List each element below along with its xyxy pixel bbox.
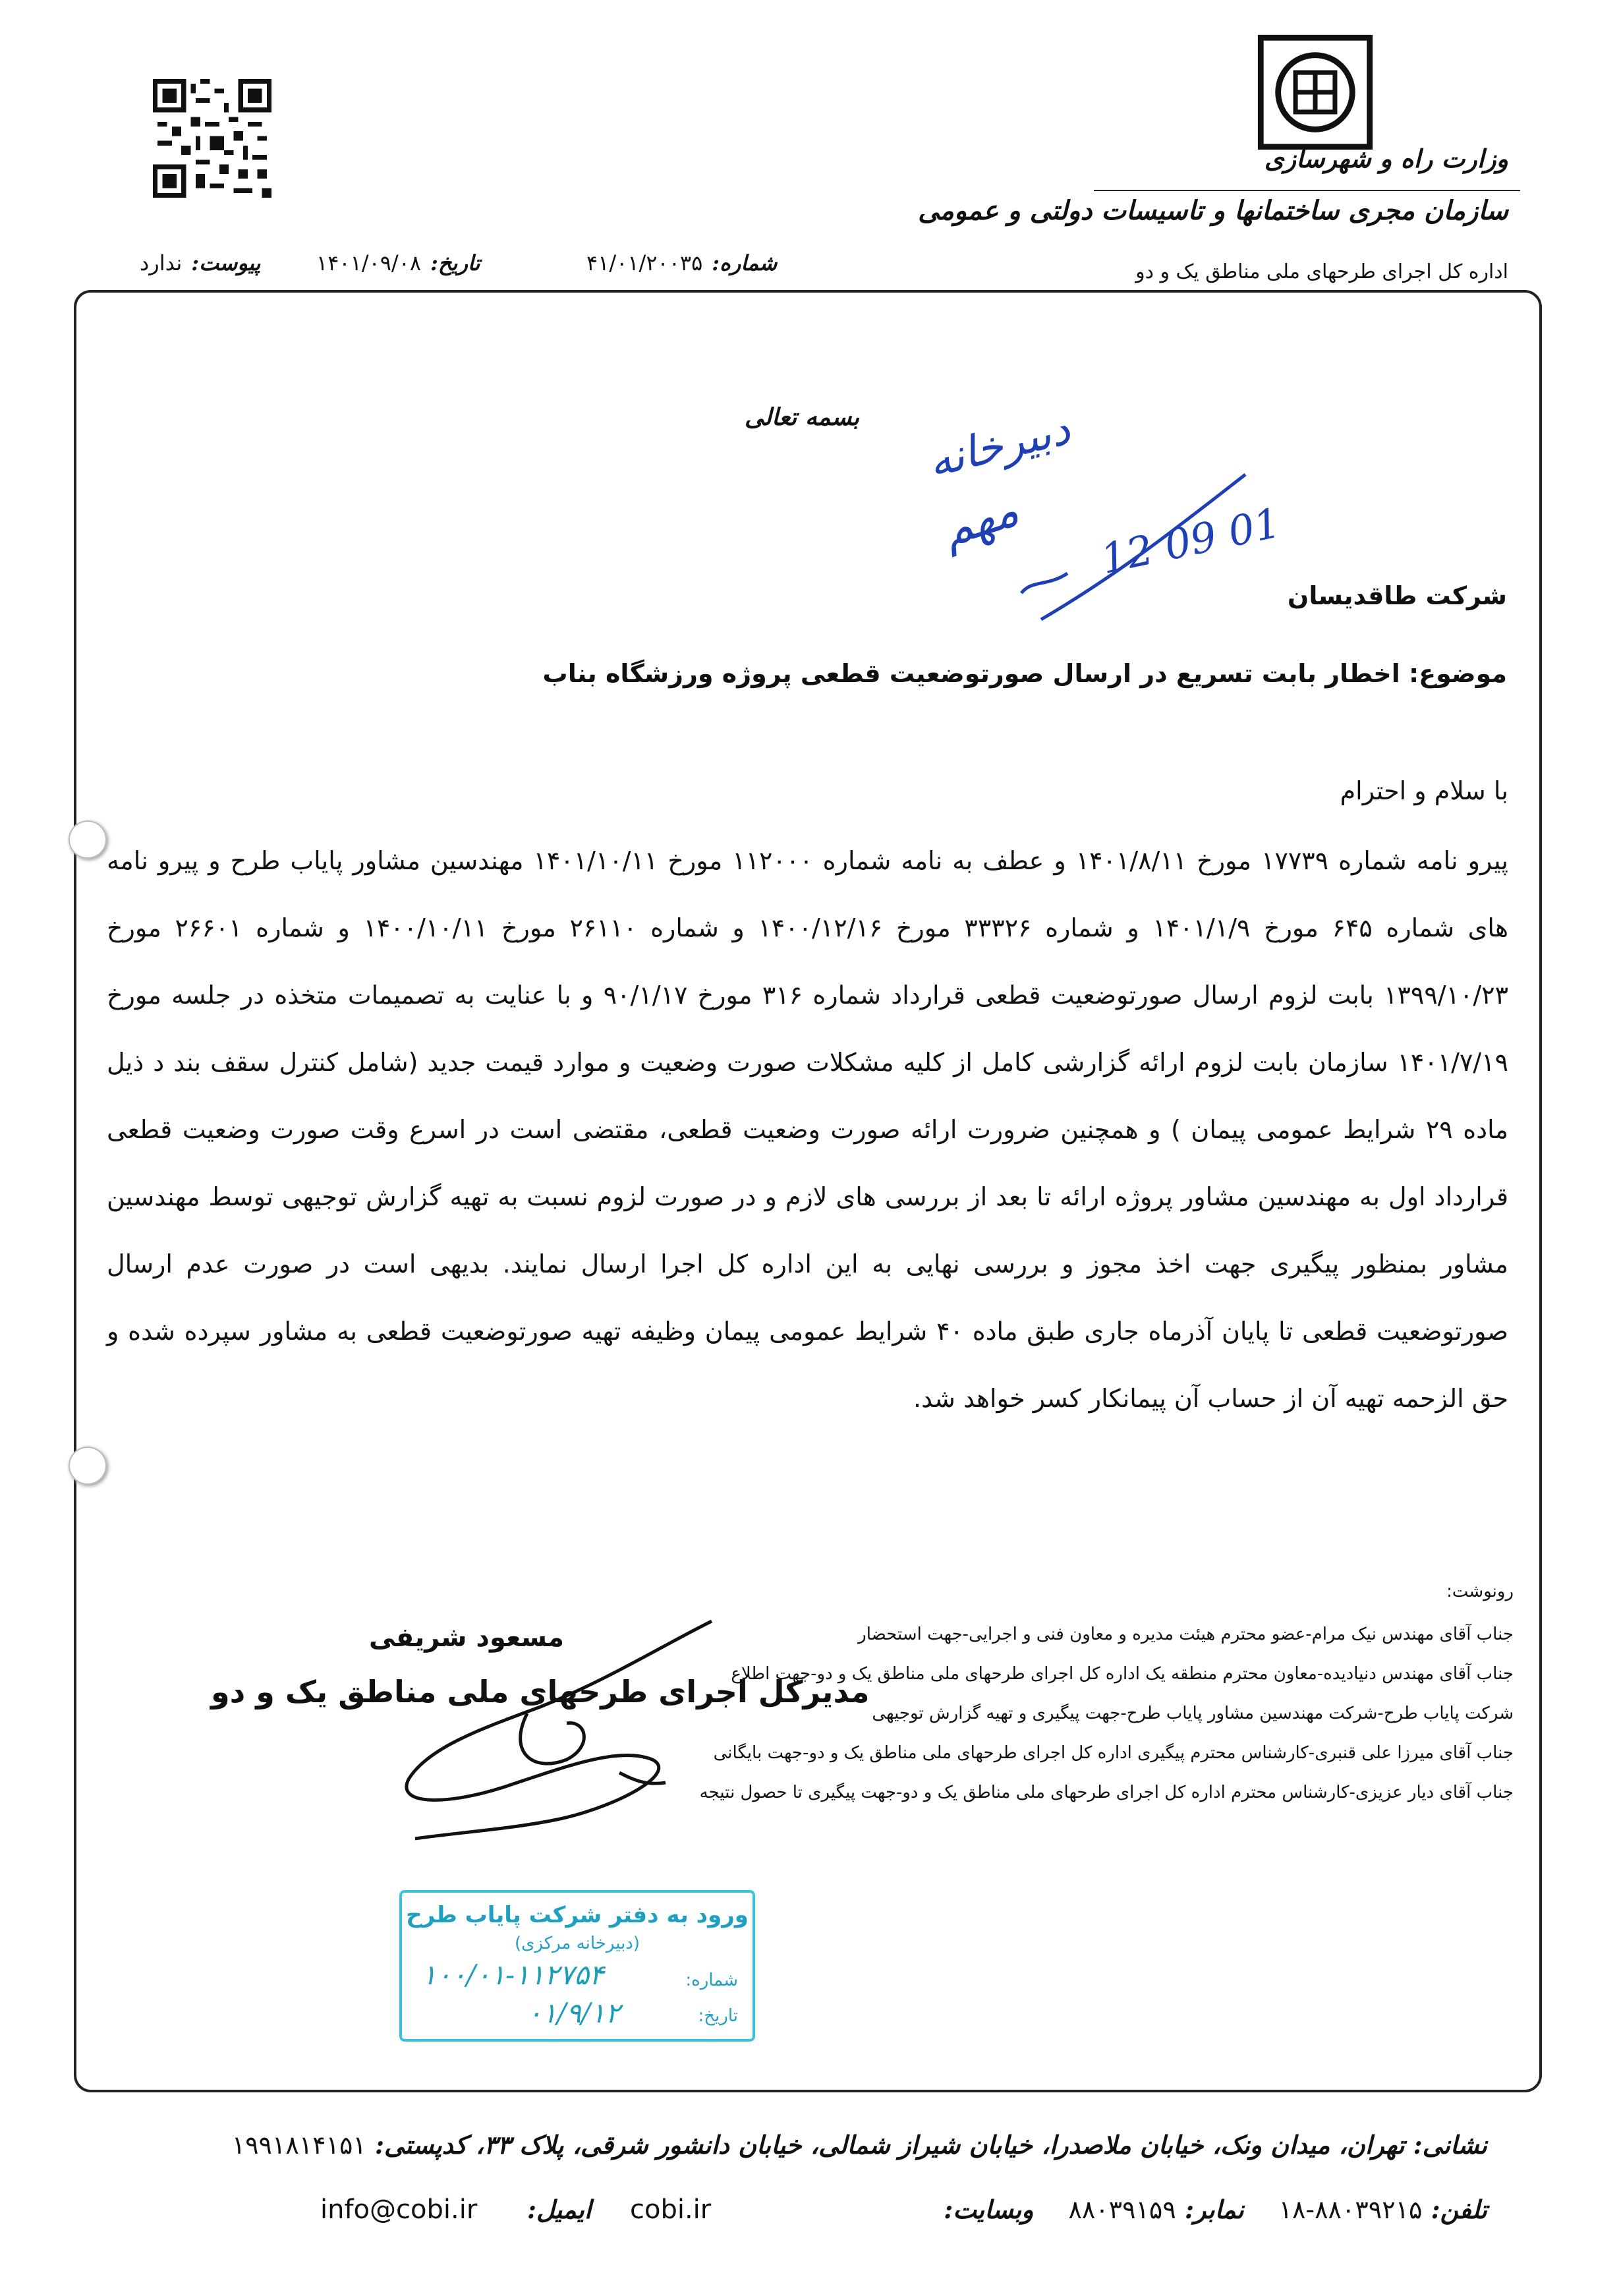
cc-item: شرکت پایاب طرح-شرکت مهندسین مشاور پایاب طرح-جهت پیگیری و تهیه گزارش توجیهی (872, 1704, 1514, 1723)
punch-hole-top (69, 820, 107, 859)
attachment-value: ندارد (140, 250, 183, 275)
address-text: تهران، میدان ونک، خیابان ملاصدرا، خیابان شیراز شمالی، خیابان دانشور شرقی، پلاک ۳۳، کدپستی: (375, 2130, 1405, 2160)
cc-title: رونوشت: (1446, 1582, 1514, 1601)
ministry-logo (1257, 34, 1373, 150)
cc-list (700, 1615, 1514, 1812)
subject: موضوع: اخطار بابت تسریع در ارسال صورتوضعیت قطعی پروژه ورزشگاه بناب (542, 659, 1507, 688)
ministry-name: وزارت راه و شهرسازی (1264, 144, 1508, 173)
footer-address (232, 2130, 1487, 2160)
postal-code: ۱۹۹۱۸۱۴۱۵۱ (231, 2131, 366, 2160)
letter-date (316, 250, 480, 275)
email-link[interactable]: info@cobi.ir (320, 2195, 478, 2225)
letter-number-label: شماره: (712, 250, 778, 275)
received-stamp (399, 1890, 755, 2042)
department-name: اداره کل اجرای طرحهای ملی مناطق یک و دو (1135, 260, 1508, 283)
signer-name: مسعود شریفی (369, 1622, 565, 1653)
letter-number (586, 250, 777, 275)
handwritten-note-date: 12 09 01 (1096, 498, 1285, 584)
address-label: نشانی: (1413, 2130, 1487, 2160)
stamp-date-label: تاریخ: (698, 2006, 738, 2026)
stamp-date-value: ۰۱/۹/۱۲ (527, 1997, 621, 2029)
stamp-number-value: ۱۰۰/۰۱-۱۱۲۷۵۴ (422, 1959, 604, 1991)
cc-item: جناب آقای مهندس نیک مرام-عضو محترم هیئت مدیره و معاون فنی و اجرایی-جهت استحضار (858, 1624, 1514, 1644)
basmala: بسمه تعالی (745, 403, 860, 431)
letter-date-label: تاریخ: (430, 250, 480, 275)
phone-label: تلفن: (1431, 2195, 1487, 2224)
handwritten-signature (369, 1608, 738, 1845)
website-link[interactable]: cobi.ir (630, 2195, 712, 2225)
letter-number-value: ۴۱/۰۱/۲۰۰۳۵ (586, 250, 703, 275)
cc-item: جناب آقای دیار عزیزی-کارشناس محترم اداره کل اجرای طرحهای ملی مناطق یک و دو-جهت پیگیری تا حصول نتیجه (699, 1783, 1514, 1802)
cc-item: جناب آقای مهندس دنیادیده-معاون محترم منطقه یک اداره کل اجرای طرحهای ملی مناطق یک و دو-جهت اطلاع (731, 1664, 1514, 1684)
stamp-subtitle: (دبیرخانه مرکزی) (514, 1934, 640, 1953)
email-label: ایمیل: (527, 2195, 592, 2224)
header-divider (1094, 190, 1520, 191)
punch-hole-bottom (69, 1447, 107, 1485)
attachment-label: پیوست: (191, 250, 261, 275)
organization-name: سازمان مجری ساختمانها و تاسیسات دولتی و عمومی (918, 195, 1508, 226)
stamp-number-label: شماره: (685, 1970, 738, 1990)
fax-value: ۸۸۰۳۹۱۵۹ (1068, 2195, 1176, 2224)
recipient: شرکت طاقدیسان (1287, 581, 1507, 610)
greeting: با سلام و احترام (1340, 776, 1508, 805)
letter-date-value: ۱۴۰۱/۰۹/۰۸ (316, 250, 422, 275)
handwritten-note (923, 356, 1285, 619)
fax-label: نمابر: (1184, 2195, 1244, 2224)
handwritten-note-line2: مهم (935, 482, 1025, 558)
footer-contact (944, 2195, 1487, 2224)
stamp-title: ورود به دفتر شرکت پایاب طرح (406, 1902, 749, 1928)
website-label: وبسایت: (944, 2195, 1034, 2224)
handwritten-note-line1: دبیرخانه (923, 403, 1075, 488)
qr-code (153, 79, 271, 198)
signer-title: مدیرکل اجرای طرحهای ملی مناطق یک و دو (211, 1674, 870, 1709)
phone-value: ۸۸۰۳۹۲۱۵-۱۸ (1278, 2195, 1423, 2224)
letter-body: پیرو نامه شماره ۱۷۷۳۹ مورخ ۱۴۰۱/۸/۱۱ و عطف به نامه شماره ۱۱۲۰۰۰ مورخ ۱۴۰۱/۱۰/۱۱ مهندسین مشاور پایاب طرح و پیرو نامه های شماره ۶۴۵ مورخ ۱۴۰۱/۱/۹ و شماره ۳۳۳۲۶ مورخ ۱۴۰۰/۱۲/۱۶ و شماره ۲۶۱۱۰ مورخ ۱۴۰۰/۱۰/۱۱ و شماره ۲۶۶۰۱ مورخ ۱۳۹۹/۱۰/۲۳ بابت لزوم ارسال صورتوضعیت قطعی قرارداد شماره ۳۱۶ مورخ ۹۰/۱/۱۷ و با عنایت به تصمیمات متخذه در جلسه مورخ ۱۴۰۱/۷/۱۹ سازمان بابت لزوم ارائه گزارشی کامل از کلیه مشکلات صورت وضعیت و موارد قیمت جدید (شامل کنترل سقف بند د ذیل ماده ۲۹ شرایط عمومی پیمان ) و همچنین ضرورت ارائه صورت وضعیت قطعی، مقتضی است در اسرع وقت صورت وضعیت قطعی قرارداد اول به مهندسین مشاور پروژه ارائه تا بعد از بررسی های لازم و در صورت لزوم نسبت به تهیه گزارش توجیهی توسط مهندسین مشاور بمنظور پیگیری جهت اخذ مجوز و بررسی نهایی به این اداره کل اجرا ارسال نمایند. بدیهی است در صورت عدم ارسال صورتوضعیت قطعی تا پایان آذرماه جاری طبق ماده ۴۰ شرایط عمومی پیمان وظیفه تهیه صورتوضعیت قطعی به مشاور سپرده شده و حق الزحمه تهیه آن از حساب آن پیمانکار کسر خواهد شد. (107, 846, 1509, 1413)
letter-attachment (140, 250, 260, 275)
cc-item: جناب آقای میرزا علی قنبری-کارشناس محترم پیگیری اداره کل اجرای طرحهای ملی مناطق یک و دو-جهت بایگانی (713, 1743, 1514, 1763)
